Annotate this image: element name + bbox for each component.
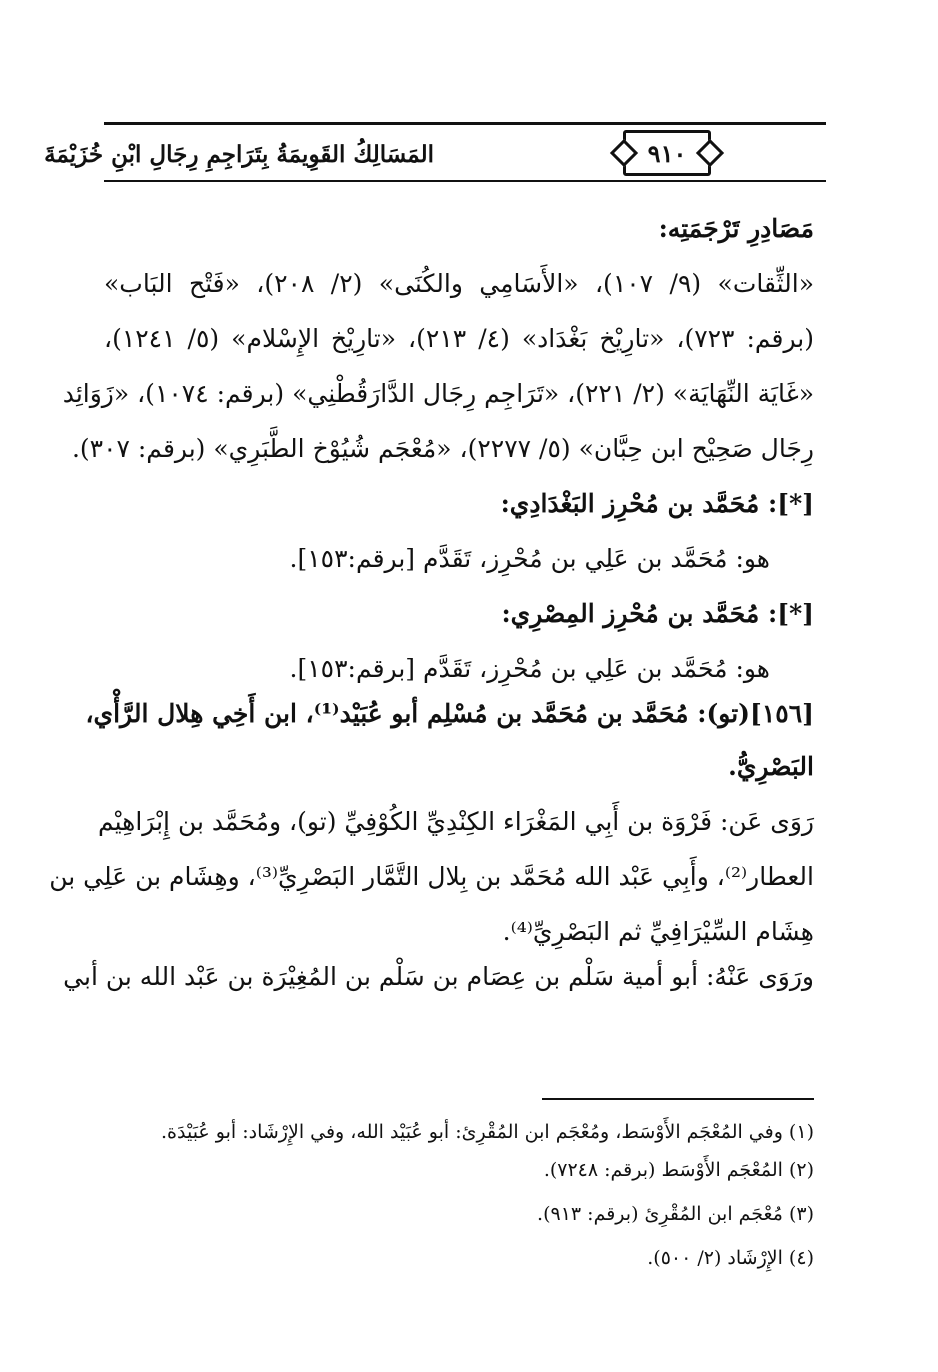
page-number-badge bbox=[623, 130, 711, 176]
narrated-from-line: رَوَى عَن: فَرْوَة بن أَبِي المَغْرَاء الكِنْدِيِّ الكُوْفِيِّ (تو)، ومُحَمَّد بن إِبْرَاهِيْم bbox=[97, 807, 814, 836]
footnote: (٤) الإِرْشَاد (٢/ ٥٠٠). bbox=[647, 1247, 814, 1269]
header-top-rule bbox=[104, 122, 826, 125]
footnote: (١) وفي المُعْجَم الأَوْسَط، ومُعْجَم ابن المُقْرِئ: أبو عُبَيْد الله، وفي الإِرْشَاد: أبو عُبَيْدَة. bbox=[161, 1121, 814, 1143]
narrated-from-line: العطار⁽²⁾، وأَبِي عَبْد الله مُحَمَّد بن بِلال التَّمَّار البَصْرِيِّ⁽³⁾، وهِشَام بن عَلِي بن bbox=[49, 862, 814, 891]
cross-ref-text: هو: مُحَمَّد بن عَلِي بن مُحْرِز، تَقَدَّم [برقم:١٥٣]. bbox=[289, 654, 770, 683]
book-title: المَسَالِكُ القَوِيمَةُ بِتَرَاجِمِ رِجَالِ ابْنِ خُزَيْمَةَ bbox=[44, 141, 434, 168]
footnote: (٢) المُعْجَم الأَوْسَط (برقم: ٧٢٤٨). bbox=[543, 1159, 814, 1181]
entry-number: [١٥٦] bbox=[750, 699, 814, 728]
cross-ref-heading: [*]: مُحَمَّد بن مُحْرِز البَغْدَادِي: bbox=[500, 489, 814, 518]
sources-line: رِجَال صَحِيْح ابن حِبَّان» (٥/ ٢٢٧٧)، «مُعْجَم شُيُوْخ الطَّبَرِي» (برقم: ٣٠٧). bbox=[71, 434, 814, 463]
cross-ref-heading: [*]: مُحَمَّد بن مُحْرِز المِصْرِي: bbox=[501, 599, 814, 628]
header-bottom-rule bbox=[104, 180, 826, 182]
entry-title bbox=[85, 692, 814, 736]
footnote: (٣) مُعْجَم ابن المُقْرِئ (برقم: ٩١٣). bbox=[537, 1203, 814, 1225]
sources-line: (برقم: ٧٢٣)، «تارِيْخ بَغْدَاد» (٤/ ٢١٣)، «تارِيْخ الإِسْلام» (٥/ ١٢٤١)، bbox=[104, 324, 815, 353]
narrated-from-line: هِشَام السِّيْرَافِيِّ ثم البَصْرِيِّ⁽⁴⁾. bbox=[502, 917, 814, 946]
entry-title-continuation: البَصْرِيُّ. bbox=[728, 752, 814, 781]
sources-heading: مَصَادِرِ تَرْجَمَتِه: bbox=[658, 214, 814, 243]
entry-title-text: (تو): مُحَمَّد بن مُحَمَّد بن مُسْلِم أبو عُبَيْد⁽¹⁾، ابن أَخِي هِلال الرَّأْي، bbox=[85, 699, 751, 728]
narrated-by-line: ورَوَى عَنْهُ: أبو أمية سَلْم بن عِصَام بن سَلْم بن المُغِيْرَة بن عَبْد الله بن أبي bbox=[63, 962, 814, 991]
page-number: ٩١٠ bbox=[647, 138, 687, 168]
cross-ref-text: هو: مُحَمَّد بن عَلِي بن مُحْرِز، تَقَدَّم [برقم:١٥٣]. bbox=[289, 544, 770, 573]
sources-line: «غَايَة النِّهَايَة» (٢/ ٢٢١)، «تَرَاجِم رِجَال الدَّارَقُطْنِي» (برقم: ١٠٧٤)، «زَوَائِد bbox=[62, 379, 814, 408]
sources-line: «الثِّقات» (٩/ ١٠٧)، «الأَسَامِي والكُنَى» (٢/ ٢٠٨)، «فَتْح البَاب» bbox=[104, 269, 815, 298]
footnote-rule bbox=[542, 1098, 814, 1100]
